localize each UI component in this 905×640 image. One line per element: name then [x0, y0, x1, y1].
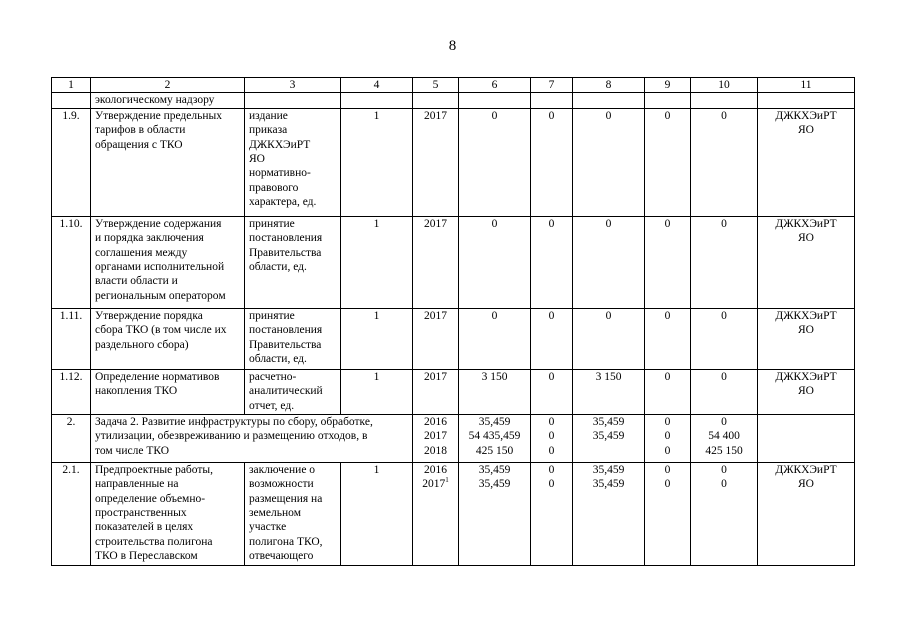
column-number: 6: [459, 78, 531, 93]
cell-col9-line: 0: [664, 415, 671, 428]
cell-name: [91, 108, 245, 216]
cell-indicator-line: принятие: [249, 217, 295, 230]
cell-executor: [758, 414, 855, 462]
cell-indicator: [245, 93, 341, 108]
table-row: [52, 108, 855, 216]
cell-col6: [459, 369, 531, 414]
column-number-row: [52, 78, 855, 93]
cell-name-line: Утверждение предельных: [95, 109, 222, 122]
cell-indicator-line: расчетно-: [249, 370, 297, 383]
cell-col6: [459, 462, 531, 565]
cell-executor: [758, 216, 855, 308]
cell-col9: [645, 216, 691, 308]
footnote-marker: 1: [445, 476, 449, 485]
cell-indicator-line: полигона ТКО,: [249, 535, 323, 548]
cell-executor: [758, 308, 855, 369]
cell-col7-line: 0: [548, 309, 555, 322]
cell-col7-line: 0: [548, 370, 555, 383]
cell-col6-line: 35,459: [478, 478, 511, 491]
cell-year-line: 2017: [424, 430, 447, 443]
cell-number: [52, 93, 91, 108]
cell-col6-line: 0: [491, 109, 498, 122]
cell-executor-line: ЯО: [798, 385, 814, 398]
cell-year-line: 2017: [424, 217, 447, 230]
cell-executor-line: ДЖКХЭиРТ: [775, 309, 837, 322]
cell-col9-line: 0: [664, 463, 671, 476]
cell-value: [341, 93, 413, 108]
cell-col6-line: 0: [491, 217, 498, 230]
cell-name-line: власти области и: [95, 275, 178, 288]
cell-col10: [691, 308, 758, 369]
cell-executor: [758, 108, 855, 216]
cell-col8: [573, 414, 645, 462]
cell-indicator-line: размещения на: [249, 492, 323, 505]
cell-col7-line: 0: [548, 444, 555, 457]
cell-col9-line: 0: [664, 217, 671, 230]
cell-col9-line: 0: [664, 478, 671, 491]
cell-name-line: и порядка заключения: [95, 232, 204, 245]
cell-executor: [758, 369, 855, 414]
cell-number: 2.1.: [52, 462, 91, 565]
cell-name-line: соглашения между: [95, 246, 188, 259]
cell-col9: [645, 93, 691, 108]
cell-name-line: строительства полигона: [95, 535, 213, 548]
cell-executor-line: ЯО: [798, 478, 814, 491]
cell-col7: [531, 93, 573, 108]
cell-col10-line: 0: [721, 109, 727, 122]
cell-executor: [758, 462, 855, 565]
cell-task-description-line: том числе ТКО: [95, 444, 170, 457]
table-body: [52, 78, 855, 566]
cell-name-line: ТКО в Переславском: [95, 550, 198, 563]
table-row: [52, 216, 855, 308]
cell-task-description: [91, 414, 413, 462]
cell-indicator-line: ДЖКХЭиРТ: [249, 138, 311, 151]
cell-col8-line: 0: [605, 217, 612, 230]
cell-indicator-line: области, ед.: [249, 353, 307, 366]
cell-name-line: раздельного сбора): [95, 338, 189, 351]
cell-name-line: обращения с ТКО: [95, 138, 183, 151]
cell-indicator-line: характера, ед.: [249, 196, 317, 209]
cell-col9-line: 0: [664, 430, 671, 443]
cell-col8-line: 35,459: [592, 430, 625, 443]
cell-col6-line: 35,459: [478, 415, 511, 428]
cell-indicator-line: постановления: [249, 232, 323, 245]
cell-col10-line: 54 400: [708, 430, 740, 443]
cell-indicator-line: участке: [249, 521, 287, 534]
column-number: 7: [531, 78, 573, 93]
cell-value: 1: [341, 308, 413, 369]
cell-year-line: 2018: [424, 444, 447, 457]
cell-indicator-line: принятие: [249, 309, 295, 322]
cell-col7: [531, 462, 573, 565]
cell-task-description-line: Задача 2. Развитие инфраструктуры по сбору, обработке,: [95, 415, 373, 428]
cell-name-line: Утверждение содержания: [95, 217, 222, 230]
cell-year: [413, 93, 459, 108]
cell-col10-line: 0: [721, 415, 727, 428]
cell-col6: [459, 308, 531, 369]
cell-executor-line: ЯО: [798, 232, 814, 245]
cell-executor-line: ЯО: [798, 324, 814, 337]
cell-name: экологическому надзору: [91, 93, 245, 108]
cell-col10-line: 425 150: [705, 444, 743, 457]
cell-col8: [573, 308, 645, 369]
column-number: 5: [413, 78, 459, 93]
cell-indicator-line: Правительства: [249, 246, 322, 259]
cell-col7: [531, 414, 573, 462]
cell-indicator: [245, 216, 341, 308]
cell-col6: [459, 414, 531, 462]
cell-name: [91, 369, 245, 414]
cell-name-line: Утверждение порядка: [95, 309, 203, 322]
cell-col9-line: 0: [664, 109, 671, 122]
cell-col7: [531, 369, 573, 414]
cell-year-line: 2017: [424, 370, 447, 383]
cell-indicator-line: возможности: [249, 478, 314, 491]
cell-value: 1: [341, 369, 413, 414]
cell-name: [91, 308, 245, 369]
cell-year: [413, 308, 459, 369]
column-number: 11: [758, 78, 855, 93]
cell-col10-line: 0: [721, 309, 727, 322]
table-row: [52, 369, 855, 414]
cell-col9: [645, 369, 691, 414]
cell-indicator: [245, 308, 341, 369]
cell-col8: [573, 462, 645, 565]
cell-indicator-line: нормативно-: [249, 167, 311, 180]
cell-col7: [531, 108, 573, 216]
continuation-row: [52, 93, 855, 108]
cell-col9-line: 0: [664, 309, 671, 322]
cell-name-line: накопления ТКО: [95, 385, 178, 398]
cell-indicator-line: аналитический: [249, 385, 323, 398]
cell-year: [413, 462, 459, 565]
cell-indicator-line: отвечающего: [249, 550, 314, 563]
cell-col9: [645, 308, 691, 369]
cell-col10: [691, 369, 758, 414]
cell-col8-line: 35,459: [592, 463, 625, 476]
cell-name-line: региональным оператором: [95, 289, 226, 302]
cell-col8: [573, 216, 645, 308]
column-number: 3: [245, 78, 341, 93]
cell-col10: [691, 414, 758, 462]
cell-year: [413, 369, 459, 414]
cell-col10: [691, 108, 758, 216]
column-number: 8: [573, 78, 645, 93]
cell-col8-line: 35,459: [592, 478, 625, 491]
cell-name-line: направленные на: [95, 478, 179, 491]
cell-name-line: показателей в целях: [95, 521, 194, 534]
cell-name-line: тарифов в области: [95, 124, 186, 137]
cell-col7: [531, 308, 573, 369]
cell-col10-line: 0: [721, 217, 727, 230]
cell-col9-line: 0: [664, 370, 671, 383]
task-row: [52, 414, 855, 462]
cell-col7-line: 0: [548, 478, 555, 491]
column-number: 10: [691, 78, 758, 93]
cell-indicator-line: приказа: [249, 124, 288, 137]
column-number: 2: [91, 78, 245, 93]
cell-col7-line: 0: [548, 463, 555, 476]
cell-col6-line: 54 435,459: [468, 430, 521, 443]
cell-col8: [573, 93, 645, 108]
cell-col8-line: 0: [605, 109, 612, 122]
cell-col8: [573, 108, 645, 216]
cell-year-line: 2016: [424, 463, 447, 476]
cell-year: [413, 414, 459, 462]
cell-number: 2.: [52, 414, 91, 462]
cell-col9-line: 0: [664, 444, 671, 457]
cell-indicator: [245, 462, 341, 565]
cell-number: 1.11.: [52, 308, 91, 369]
cell-indicator-line: земельном: [249, 507, 301, 520]
cell-col8-line: 0: [605, 309, 612, 322]
cell-year-line: 2017: [424, 109, 447, 122]
cell-executor-line: ДЖКХЭиРТ: [775, 217, 837, 230]
cell-indicator-line: отчет, ед.: [249, 399, 295, 412]
cell-executor-line: ЯО: [798, 124, 814, 137]
cell-name-line: Определение нормативов: [95, 370, 220, 383]
cell-value: 1: [341, 462, 413, 565]
cell-col10-line: 0: [721, 478, 727, 491]
cell-col8-line: 35,459: [592, 415, 625, 428]
cell-col10: [691, 93, 758, 108]
table-row: [52, 308, 855, 369]
cell-col6-line: 3 150: [481, 370, 508, 383]
cell-col6: [459, 93, 531, 108]
cell-col7-line: 0: [548, 415, 555, 428]
column-number: 1: [52, 78, 91, 93]
column-number: 4: [341, 78, 413, 93]
cell-year-line: [417, 477, 454, 491]
cell-executor: [758, 93, 855, 108]
cell-indicator-line: области, ед.: [249, 261, 307, 274]
cell-task-description-line: утилизации, обезвреживанию и размещению отходов, в: [95, 430, 368, 443]
cell-col10-line: 0: [721, 463, 727, 476]
cell-indicator-line: постановления: [249, 324, 323, 337]
cell-year: [413, 108, 459, 216]
cell-value: 1: [341, 216, 413, 308]
cell-executor-line: ДЖКХЭиРТ: [775, 370, 837, 383]
cell-col6: [459, 108, 531, 216]
cell-year-line: 2017: [424, 309, 447, 322]
cell-indicator-line: правового: [249, 181, 299, 194]
cell-col7-line: 0: [548, 217, 555, 230]
cell-name-line: определение объемно-: [95, 492, 206, 505]
cell-value: 1: [341, 108, 413, 216]
cell-year-line: 2016: [424, 415, 447, 428]
cell-number: 1.12.: [52, 369, 91, 414]
cell-col6-line: 425 150: [475, 444, 514, 457]
cell-executor-line: ДЖКХЭиРТ: [775, 109, 837, 122]
cell-name: [91, 462, 245, 565]
year-text: 2017: [422, 478, 446, 491]
cell-indicator-line: ЯО: [249, 153, 265, 166]
cell-col9: [645, 462, 691, 565]
table-row: [52, 462, 855, 565]
cell-number: 1.10.: [52, 216, 91, 308]
cell-name-line: Предпроектные работы,: [95, 463, 214, 476]
cell-indicator: [245, 369, 341, 414]
cell-indicator-line: Правительства: [249, 338, 322, 351]
cell-indicator-line: заключение о: [249, 463, 316, 476]
cell-col9: [645, 108, 691, 216]
cell-col10: [691, 462, 758, 565]
cell-col6-line: 0: [491, 309, 498, 322]
cell-col6-line: 35,459: [478, 463, 511, 476]
cell-name-line: органами исполнительной: [95, 261, 225, 274]
program-activities-table: [51, 77, 855, 566]
cell-executor-line: ДЖКХЭиРТ: [775, 463, 837, 476]
cell-col10-line: 0: [721, 370, 727, 383]
cell-col7-line: 0: [548, 109, 555, 122]
cell-number: 1.9.: [52, 108, 91, 216]
cell-indicator: [245, 108, 341, 216]
cell-name-line: сбора ТКО (в том числе их: [95, 324, 227, 337]
cell-year: [413, 216, 459, 308]
column-number: 9: [645, 78, 691, 93]
cell-name: [91, 216, 245, 308]
cell-col10: [691, 216, 758, 308]
cell-col8-line: 3 150: [595, 370, 622, 383]
page-number: 8: [448, 38, 457, 54]
cell-col6: [459, 216, 531, 308]
cell-col7: [531, 216, 573, 308]
cell-col8: [573, 369, 645, 414]
cell-name-line: пространственных: [95, 507, 187, 520]
cell-col7-line: 0: [548, 430, 555, 443]
cell-col9: [645, 414, 691, 462]
cell-indicator-line: издание: [249, 109, 288, 122]
